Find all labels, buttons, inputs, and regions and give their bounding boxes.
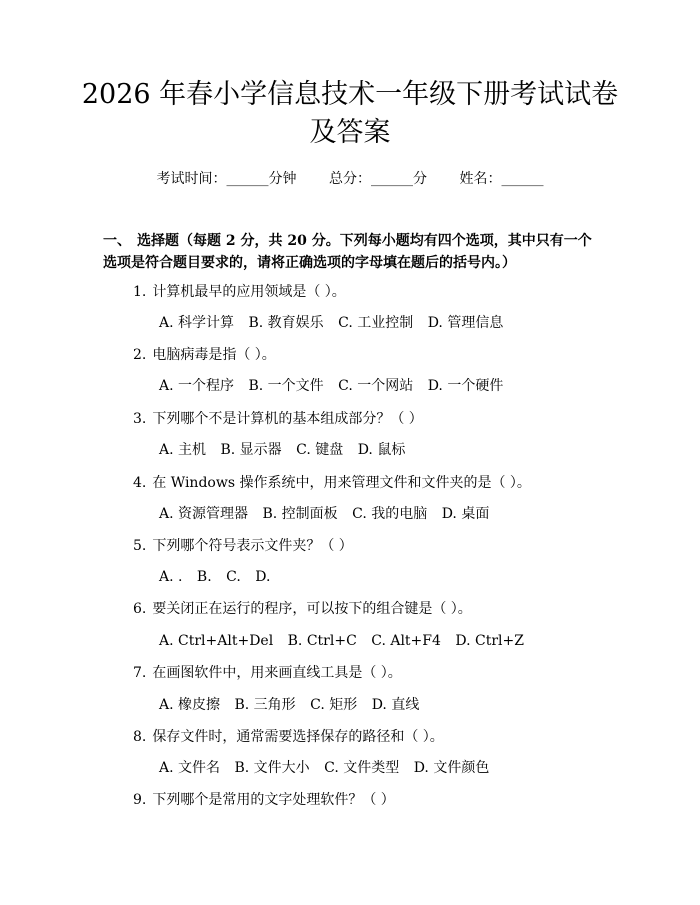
option-a: A. Ctrl+Alt+Del <box>159 633 274 649</box>
option-d: D. 直线 <box>371 697 420 713</box>
question-6 <box>133 599 472 619</box>
question-number: 4. <box>133 475 147 491</box>
question-number: 2. <box>133 347 147 363</box>
section-number: 一、 <box>103 233 131 249</box>
title-line-2: 及答案 <box>309 117 391 148</box>
question-3-options <box>159 440 415 460</box>
option-b: B. 教育娱乐 <box>248 315 324 331</box>
question-9 <box>133 790 395 810</box>
question-number: 1. <box>133 284 147 300</box>
option-c: C. 工业控制 <box>338 315 414 331</box>
page-title <box>60 76 640 152</box>
option-d: D. 一个硬件 <box>427 378 504 394</box>
option-c: C. 一个网站 <box>338 378 414 394</box>
option-d: D. 桌面 <box>441 506 490 522</box>
question-6-options <box>159 631 534 651</box>
option-b: B. 三角形 <box>234 697 296 713</box>
question-1-options <box>159 313 513 333</box>
option-c: C. 键盘 <box>296 442 344 458</box>
question-text: 要关闭正在运行的程序，可以按下的组合键是（ ）。 <box>152 601 472 617</box>
option-a: A. 主机 <box>159 442 207 458</box>
question-4-options <box>159 504 499 524</box>
exam-time: 考试时间：______分钟 <box>156 171 297 187</box>
question-number: 5. <box>133 538 147 554</box>
question-2 <box>133 345 276 365</box>
option-a: A. 一个程序 <box>159 378 235 394</box>
option-d: D. 文件颜色 <box>413 760 490 776</box>
option-b: B. 文件大小 <box>234 760 310 776</box>
question-number: 7. <box>133 665 147 681</box>
option-b: B. 显示器 <box>220 442 282 458</box>
question-number: 9. <box>133 792 147 808</box>
question-text: 在 Windows 操作系统中，用来管理文件和文件夹的是（ ）。 <box>152 475 531 491</box>
option-b: B. Ctrl+C <box>287 633 357 649</box>
option-d: D. <box>255 569 271 585</box>
section-heading <box>103 230 595 274</box>
option-c: C. <box>226 569 241 585</box>
option-d: D. 管理信息 <box>427 315 504 331</box>
question-number: 8. <box>133 729 147 745</box>
option-c: C. 矩形 <box>310 697 358 713</box>
option-d: D. Ctrl+Z <box>455 633 524 649</box>
question-number: 3. <box>133 411 147 427</box>
option-c: C. Alt+F4 <box>371 633 441 649</box>
question-4 <box>133 473 531 493</box>
option-a: A. 文件名 <box>159 760 221 776</box>
option-a: A. 科学计算 <box>159 315 235 331</box>
question-5 <box>133 536 353 556</box>
title-line-1: 2026 年春小学信息技术一年级下册考试试卷 <box>81 79 619 110</box>
exam-meta <box>0 169 700 189</box>
student-name: 姓名：______ <box>459 171 544 187</box>
question-2-options <box>159 376 513 396</box>
question-5-options <box>159 567 280 587</box>
question-text: 电脑病毒是指（ ）。 <box>152 347 276 363</box>
section-instructions: 选择题（每题 2 分，共 20 分。下列每小题均有四个选项，其中只有一个选项是符合题目要求的，请将正确选项的字母填在题后的括号内。） <box>103 233 592 271</box>
option-b: B. 控制面板 <box>262 506 338 522</box>
option-d: D. 鼠标 <box>357 442 406 458</box>
option-b: B. <box>196 569 212 585</box>
exam-total-score: 总分：______分 <box>329 171 427 187</box>
question-7-options <box>159 695 429 715</box>
question-text: 计算机最早的应用领域是（ ）。 <box>152 284 346 300</box>
question-text: 保存文件时，通常需要选择保存的路径和（ ）。 <box>152 729 444 745</box>
question-text: 下列哪个是常用的文字处理软件？（ ） <box>152 792 395 808</box>
question-number: 6. <box>133 601 147 617</box>
question-text: 下列哪个符号表示文件夹？（ ） <box>152 538 353 554</box>
question-7 <box>133 663 402 683</box>
question-text: 下列哪个不是计算机的基本组成部分？（ ） <box>152 411 423 427</box>
question-1 <box>133 282 346 302</box>
option-a: A. . <box>159 569 183 585</box>
option-a: A. 资源管理器 <box>159 506 249 522</box>
option-c: C. 我的电脑 <box>352 506 428 522</box>
option-b: B. 一个文件 <box>248 378 324 394</box>
question-8-options <box>159 758 499 778</box>
option-a: A. 橡皮擦 <box>159 697 221 713</box>
question-text: 在画图软件中，用来画直线工具是（ ）。 <box>152 665 402 681</box>
question-8 <box>133 727 444 747</box>
question-3 <box>133 409 423 429</box>
option-c: C. 文件类型 <box>324 760 400 776</box>
